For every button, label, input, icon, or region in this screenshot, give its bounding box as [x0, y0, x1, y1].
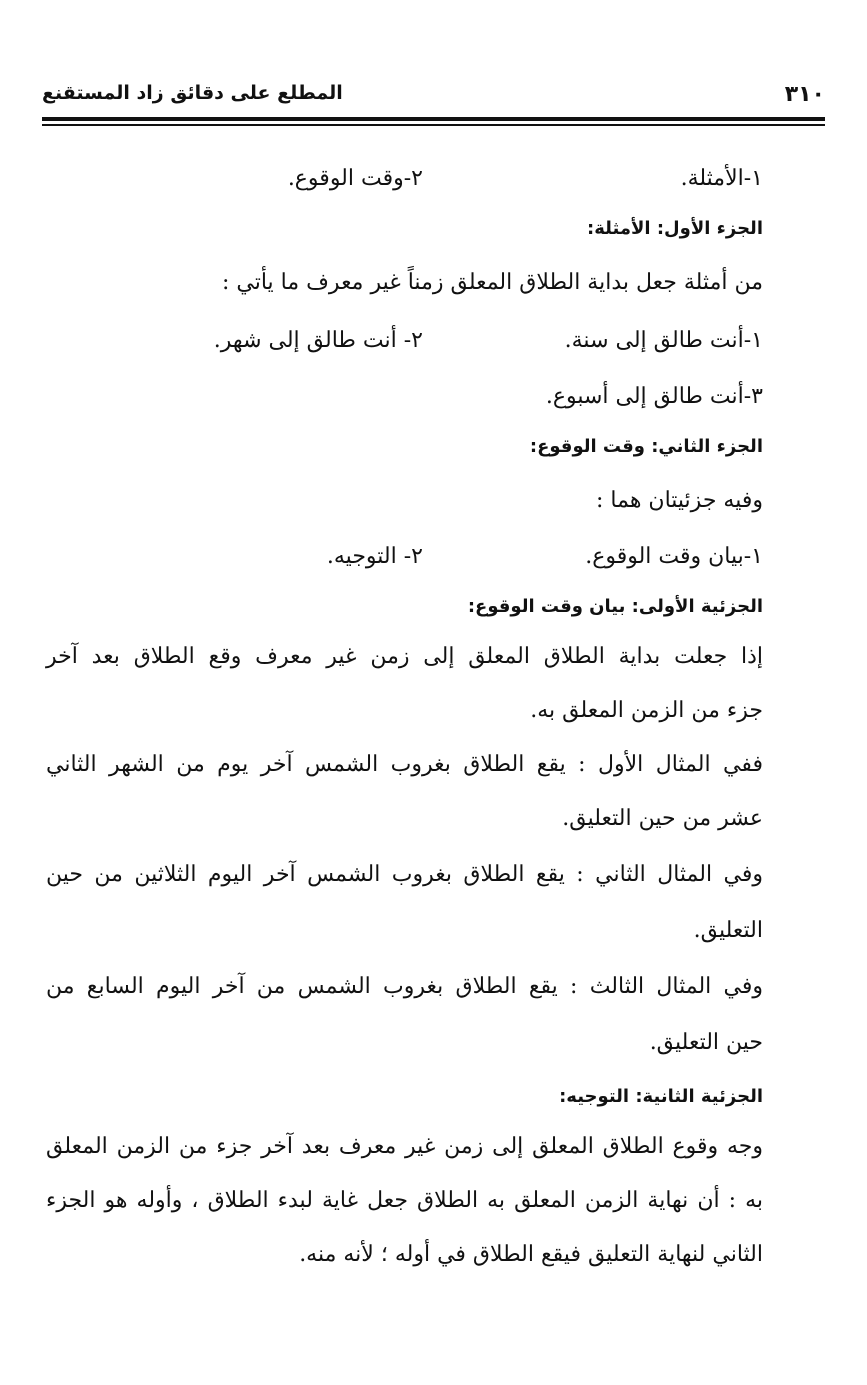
paragraph-line: وفي المثال الثاني : يقع الطلاق بغروب الشمس آخر اليوم الثلاثين من حين	[46, 862, 763, 887]
section-heading: الجزء الثاني: وقت الوقوع:	[529, 436, 763, 457]
paragraph-line: ففي المثال الأول : يقع الطلاق بغروب الشمس آخر يوم من الشهر الثاني	[46, 752, 763, 777]
running-header	[42, 82, 825, 114]
header-rule-thin	[42, 124, 825, 126]
paragraph-line: حين التعليق.	[649, 1030, 763, 1055]
paragraph-line: التعليق.	[693, 918, 763, 943]
paragraph-line: به : أن نهاية الزمن المعلق به الطلاق جعل غاية لبدء الطلاق ، وأوله هو الجزء	[46, 1188, 763, 1213]
subsection-heading: الجزئية الثانية: التوجيه:	[559, 1086, 763, 1107]
paragraph-line: جزء من الزمن المعلق به.	[530, 698, 763, 723]
paragraph-line: وفي المثال الثالث : يقع الطلاق بغروب الشمس من آخر اليوم السابع من	[46, 974, 763, 999]
paragraph-line: الثاني لنهاية التعليق فيقع الطلاق في أوله ؛ لأنه منه.	[299, 1242, 763, 1267]
page-number: ٣١٠	[784, 82, 825, 107]
list-item: ٣-أنت طالق إلى أسبوع.	[545, 384, 763, 409]
section-heading: الجزء الأول: الأمثلة:	[587, 218, 763, 239]
list-item: ١-أنت طالق إلى سنة.	[564, 328, 763, 353]
book-title: المطلع على دقائق زاد المستقنع	[42, 82, 343, 104]
list-item: ٢-وقت الوقوع.	[287, 166, 423, 191]
paragraph-line: إذا جعلت بداية الطلاق المعلق إلى زمن غير معرف وقع الطلاق بعد آخر	[46, 644, 763, 669]
list-item: ١-الأمثلة.	[680, 166, 763, 191]
paragraph-line: وجه وقوع الطلاق المعلق إلى زمن غير معرف بعد آخر جزء من الزمن المعلق	[46, 1134, 763, 1159]
list-item: ٢- التوجيه.	[326, 544, 423, 569]
list-item: ٢- أنت طالق إلى شهر.	[213, 328, 423, 353]
list-item: ١-بيان وقت الوقوع.	[585, 544, 763, 569]
paragraph-line: من أمثلة جعل بداية الطلاق المعلق زمناً غير معرف ما يأتي :	[221, 270, 763, 295]
header-rule-thick	[42, 117, 825, 121]
paragraph-line: وفيه جزئيتان هما :	[596, 488, 763, 513]
paragraph-line: عشر من حين التعليق.	[562, 806, 763, 831]
subsection-heading: الجزئية الأولى: بيان وقت الوقوع:	[467, 596, 763, 617]
